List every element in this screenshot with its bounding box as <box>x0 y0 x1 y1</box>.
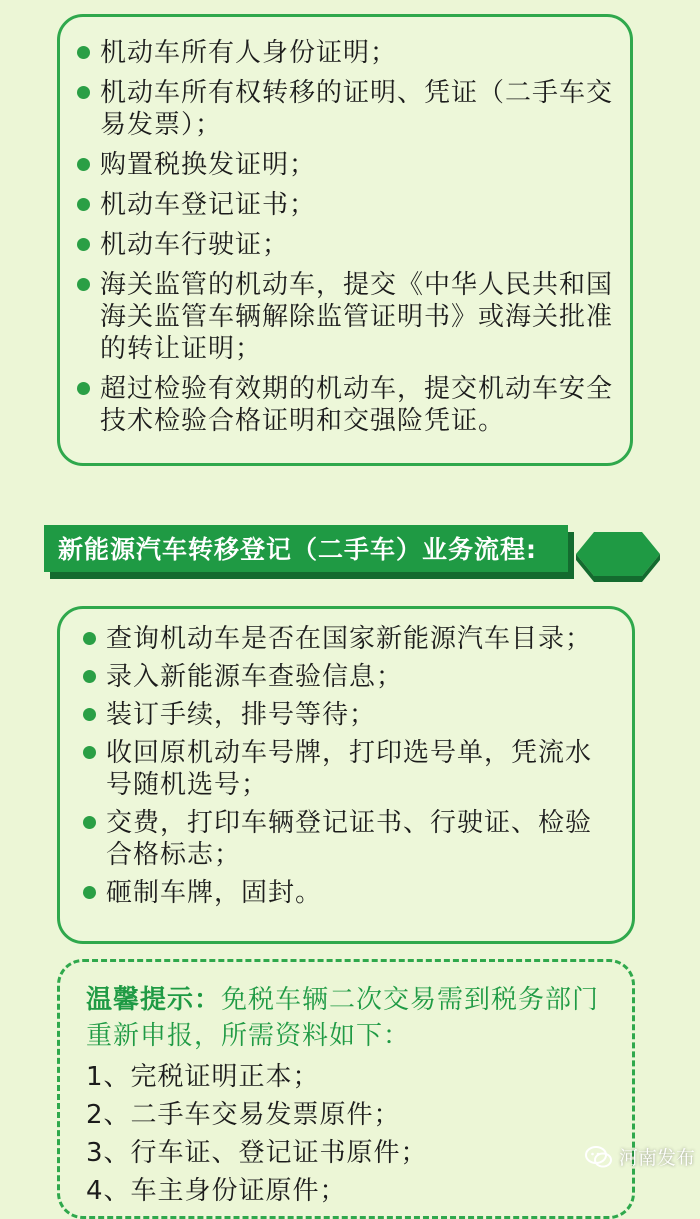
tip-text: 免税车辆二次交易需到税务部门重新申报，所需资料如下： <box>86 985 600 1051</box>
watermark-text: 河南发布 <box>619 1147 696 1169</box>
list-item: 录入新能源车查验信息； <box>80 661 618 693</box>
list-item: 购置税换发证明； <box>74 149 616 181</box>
tip-item: 1、完税证明正本； <box>86 1062 320 1092</box>
section-banner <box>44 525 568 572</box>
bullet-icon <box>77 238 90 251</box>
bullet-icon <box>83 708 96 721</box>
tip-label: 温馨提示： <box>86 985 222 1015</box>
documents-list <box>74 37 616 437</box>
bullet-icon <box>77 198 90 211</box>
required-documents-box <box>57 14 633 466</box>
list-item: 机动车登记证书； <box>74 189 616 221</box>
bullet-icon <box>77 86 90 99</box>
list-item: 收回原机动车号牌，打印选号单，凭流水号随机选号； <box>80 737 618 801</box>
tip-paragraph <box>86 982 618 1054</box>
hexagon-decoration-icon <box>572 526 664 584</box>
bullet-icon <box>77 278 90 291</box>
list-item: 机动车所有权转移的证明、凭证（二手车交易发票）； <box>74 77 616 141</box>
tip-item: 4、车主身份证原件； <box>86 1176 347 1206</box>
bullet-icon <box>77 46 90 59</box>
bullet-icon <box>83 670 96 683</box>
list-item: 装订手续，排号等待； <box>80 699 618 731</box>
wechat-icon <box>585 1145 613 1169</box>
steps-list <box>80 623 618 909</box>
tip-box <box>57 959 635 1219</box>
bullet-icon <box>77 382 90 395</box>
source-watermark <box>585 1143 695 1170</box>
bullet-icon <box>83 632 96 645</box>
banner-title: 新能源汽车转移登记（二手车）业务流程: <box>58 535 537 564</box>
bullet-icon <box>83 886 96 899</box>
bullet-icon <box>83 746 96 759</box>
bullet-icon <box>83 816 96 829</box>
list-item: 机动车行驶证； <box>74 229 616 261</box>
bullet-icon <box>77 158 90 171</box>
tip-item: 2、二手车交易发票原件； <box>86 1100 401 1130</box>
list-item: 超过检验有效期的机动车，提交机动车安全技术检验合格证明和交强险凭证。 <box>74 373 616 437</box>
list-item: 查询机动车是否在国家新能源汽车目录； <box>80 623 618 655</box>
list-item: 砸制车牌，固封。 <box>80 877 618 909</box>
list-item: 海关监管的机动车，提交《中华人民共和国海关监管车辆解除监管证明书》或海关批准的转让证明； <box>74 269 616 365</box>
list-item: 机动车所有人身份证明； <box>74 37 616 69</box>
tip-item: 3、行车证、登记证书原件； <box>86 1138 428 1168</box>
list-item: 交费，打印车辆登记证书、行驶证、检验合格标志； <box>80 807 618 871</box>
process-steps-box <box>57 606 635 944</box>
